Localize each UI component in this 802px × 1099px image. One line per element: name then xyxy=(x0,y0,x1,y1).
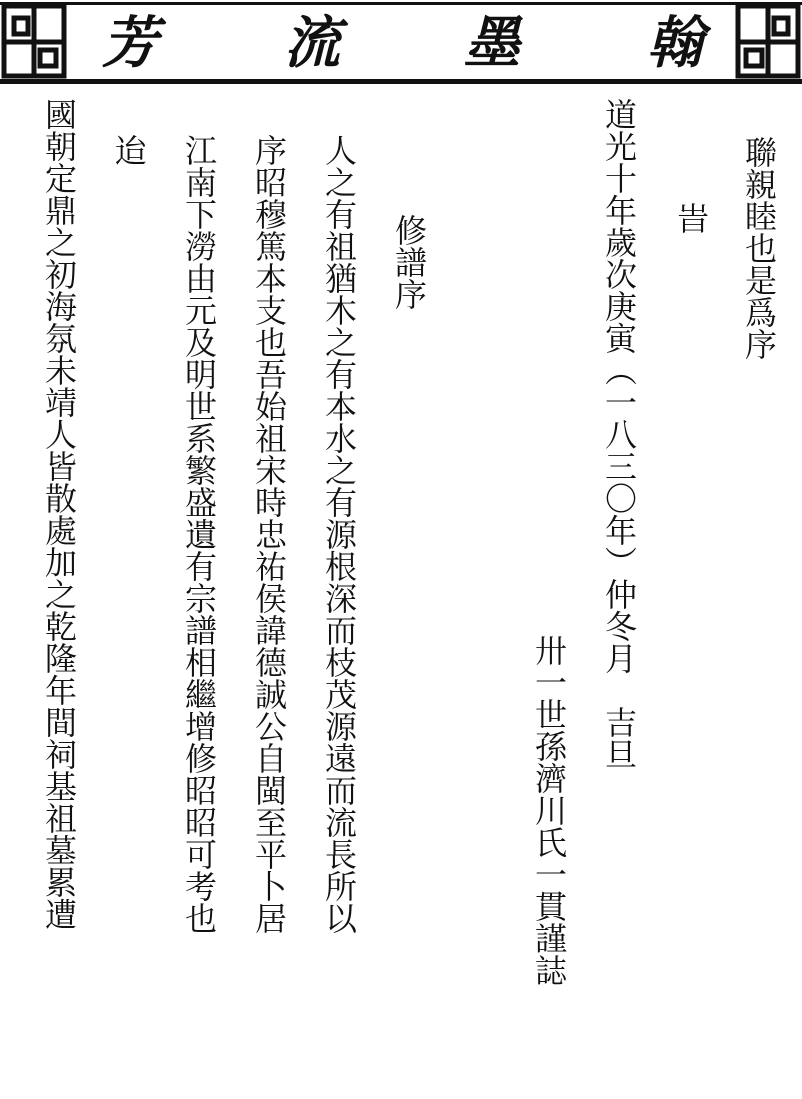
banner-char-2: 流 xyxy=(284,10,340,76)
section-heading: 修譜序 xyxy=(390,214,428,310)
text-column-4: 卅一世孫濟川氏一貫謹誌 xyxy=(530,634,568,986)
text-column-10: 國朝定鼎之初海氛未靖人皆散處加之乾隆年間祠基祖墓累遭 xyxy=(40,98,78,930)
banner-char-1: 芳 xyxy=(102,10,158,76)
fret-ornament-left-icon xyxy=(0,0,72,84)
text-column-3: 道光十年歲次庚寅（一八三〇年）仲冬月 吉旦 xyxy=(600,98,638,770)
banner-char-3: 墨 xyxy=(464,10,520,76)
text-column-6: 人之有祖猶木之有本水之有源根深而枝茂源遠而流長所以 xyxy=(320,134,358,934)
text-column-8: 江南下澇由元及明世系繁盛遺有宗譜相繼增修昭昭可考也 xyxy=(180,134,218,934)
fret-ornament-right-icon xyxy=(730,0,802,84)
text-column-7: 序昭穆篤本支也吾始祖宋時忠祐侯諱德誠公自閩至平卜居 xyxy=(250,134,288,934)
header-banner xyxy=(0,0,802,88)
banner-char-4: 翰 xyxy=(647,10,703,76)
text-column-9: 迨 xyxy=(110,134,148,166)
text-column-2: 旹 xyxy=(672,202,710,234)
text-column-1: 聯親睦也是爲序 xyxy=(740,136,778,360)
